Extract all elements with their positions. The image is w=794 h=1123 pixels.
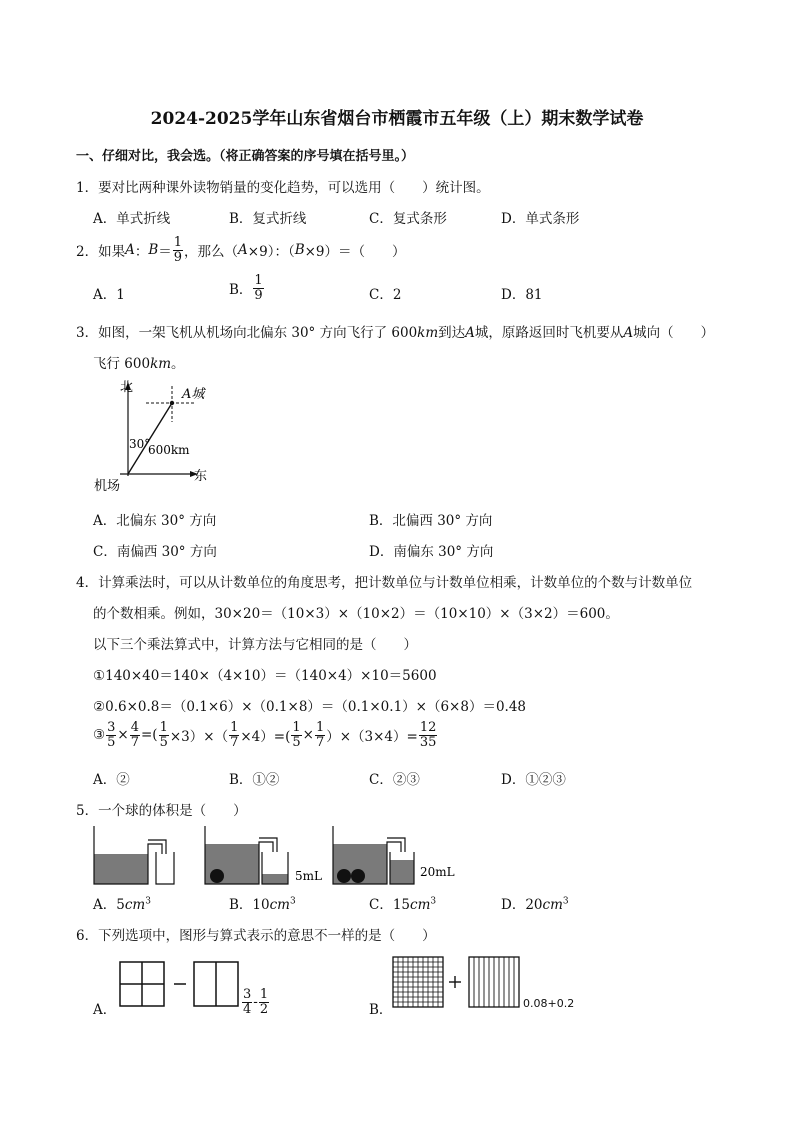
q1-option-a: A．单式折线 [93, 211, 171, 227]
section-heading: 一、仔细对比，我会选。（将正确答案的序号填在括号里。） [76, 149, 415, 164]
q2-var-b2: B [294, 242, 305, 259]
q2-x9b: ×9）＝（ ） [304, 244, 406, 261]
q2-eq: ＝ [158, 244, 172, 261]
q2-var-a: A [125, 242, 135, 259]
q6-option-a-figure [118, 960, 242, 1010]
q1-option-b: B．复式折线 [229, 211, 307, 227]
east-label: 东 [194, 469, 208, 484]
q5-option-c: C．$15cm^3$ [369, 896, 437, 913]
q1-option-d: D．单式条形 [501, 211, 580, 227]
q6-option-b-label: B． [369, 1002, 393, 1018]
q6-option-b-expr: 0.08+0.2 [523, 997, 575, 1010]
q3-option-c: C．南偏西 30° 方向 [93, 544, 217, 560]
q3-direction-figure [90, 378, 220, 496]
angle-label: 30° [129, 437, 151, 451]
city-label: A城 [182, 387, 205, 402]
question-4-line-2: 的个数相乘。例如，30×20＝（10×3）×（10×2）＝（10×10）×（3×2）＝600。 [93, 606, 619, 622]
ball-icon [351, 869, 365, 883]
question-6: 6．下列选项中，图形与算式表示的意思不一样的是（ ） [76, 928, 436, 944]
q2-fraction: $\frac{1}{9}$ [173, 235, 183, 265]
question-4-line-3: 以下三个乘法算式中，计算方法与它相同的是（ ） [93, 637, 417, 653]
tenths-strips [469, 957, 519, 1007]
q4-expression-3: ③ $\frac{3}{5}$ × $\frac{4}{7}$ =( $\frac{1}{5}$ ×3）×（ $\frac{1}{7}$ ×4）=( $\frac{1}{5}$ × $\frac{1}{7}$ ）×（3×4）= $\frac{12}{35}$ [93, 720, 437, 750]
q2-option-d: D．81 [501, 287, 543, 303]
q4-option-b: B．①② [229, 772, 280, 788]
q2-mid: ，那么（ [184, 244, 239, 261]
question-2 [76, 236, 406, 264]
q5-beaker-figure [90, 822, 470, 888]
question-3: 3．如图，一架飞机从机场向北偏东 30° 方向飞行了 600km到达A城，原路返回时飞机要从A城向（ ） [76, 325, 715, 341]
q6-option-a-expr: $\frac{3}{4}$ - $\frac{1}{2}$ [243, 987, 269, 1017]
north-label: 北 [120, 380, 134, 395]
q4-expression-2: ②0.6×0.8＝（0.1×6）×（0.1×8）＝（0.1×0.1）×（6×8）＝0.48 [93, 699, 527, 715]
q4-option-a: A．② [93, 772, 130, 788]
label-20ml: 20mL [420, 865, 455, 879]
q2-option-c: C．2 [369, 287, 402, 303]
airport-label: 机场 [94, 479, 121, 494]
q2-option-b: B． $\frac{1}{9}$ [229, 273, 263, 303]
q1-option-c: C．复式条形 [369, 211, 447, 227]
q2-colon: ： [134, 244, 149, 261]
container-b [205, 826, 322, 884]
q2-x9a: ×9）：（ [247, 244, 295, 261]
q2-option-a: A．1 [93, 287, 125, 303]
q5-option-a: A．$5cm^3$ [93, 896, 151, 913]
q3-option-b: B．北偏西 30° 方向 [369, 513, 493, 529]
q2-prefix: 2．如果 [76, 244, 126, 261]
question-4: 4．计算乘法时，可以从计数单位的角度思考，把计数单位与计数单位相乘，计数单位的个数与计数单位 [76, 575, 693, 591]
question-3-line-2: 飞行 600km。 [93, 356, 185, 372]
container-c [333, 826, 455, 884]
page-title: 2024-2025学年山东省烟台市栖霞市五年级（上）期末数学试卷 [150, 109, 644, 129]
label-5ml: 5mL [295, 869, 322, 883]
q2-option-b-fraction: $\frac{1}{9}$ [254, 273, 263, 303]
q2-var-b: B [148, 242, 159, 259]
q5-option-d: D．$20cm^3$ [501, 896, 569, 913]
q3-option-a: A．北偏东 30° 方向 [93, 513, 217, 529]
ball-icon [337, 869, 351, 883]
ball-icon [210, 869, 224, 883]
q2-var-a2: A [238, 242, 248, 259]
q6-option-b-figure [391, 955, 525, 1015]
distance-label: 600km [148, 443, 190, 457]
q5-option-b: B．$10cm^3$ [229, 896, 296, 913]
q6-option-a-label: A． [93, 1002, 117, 1018]
city-point [170, 401, 174, 405]
hundredths-grid [393, 957, 443, 1007]
q3-option-d: D．南偏东 30° 方向 [369, 544, 494, 560]
question-5: 5．一个球的体积是（ ） [76, 803, 247, 819]
question-1: 1．要对比两种课外读物销量的变化趋势，可以选用（ ）统计图。 [76, 180, 490, 196]
q4-option-c: C．②③ [369, 772, 420, 788]
q4-expression-1: ①140×40＝140×（4×10）＝（140×4）×10＝5600 [93, 668, 437, 684]
q4-option-d: D．①②③ [501, 772, 566, 788]
container-a [94, 826, 174, 884]
